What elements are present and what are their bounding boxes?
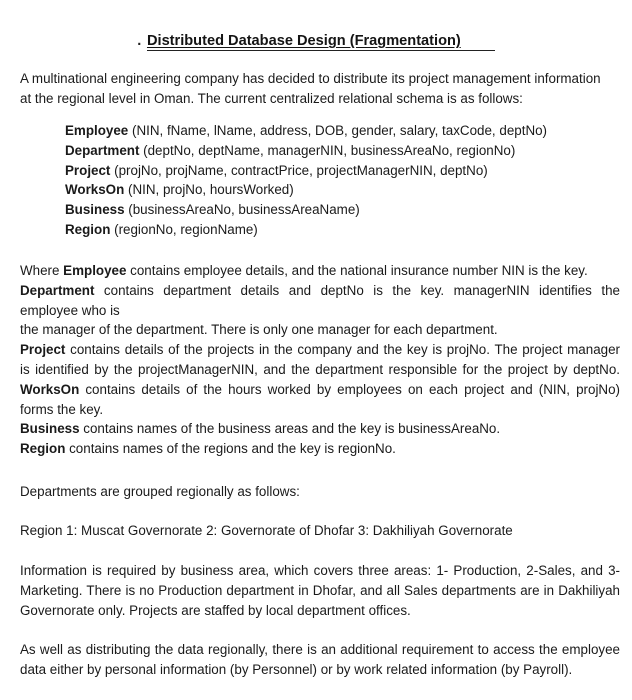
schema-attributes: (businessAreaNo, businessAreaName) — [124, 202, 360, 218]
desc-keyword: Region — [20, 441, 66, 457]
schema-department — [65, 141, 605, 161]
schema-attributes: (NIN, fName, lName, address, DOB, gender, salary, taxCode, deptNo) — [128, 123, 548, 138]
intro-line-2: at the regional level in Oman. The current centralized relational schema is as follows: — [20, 90, 523, 106]
business-info-line-1: Information is required by business area, which covers three areas: 1- Production, 2-Sales, and 3- — [20, 563, 620, 578]
desc-keyword: Business — [20, 421, 80, 437]
desc-department-line-2: employee who is — [20, 302, 120, 318]
desc-text: contains names of the regions and the key is regionNo. — [65, 441, 396, 457]
desc-region — [20, 439, 620, 459]
distribution-line-1: As well as distributing the data regionally, there is an additional requirement to access the employee — [20, 642, 620, 657]
desc-workson-line-2: forms the key. — [20, 401, 104, 417]
desc-keyword: Project — [20, 342, 66, 358]
schema-relation-name: Business — [65, 202, 125, 218]
desc-text: contains employee details, and the national insurance number NIN is the key. — [126, 263, 588, 278]
schema-relation-name: WorksOn — [65, 182, 125, 198]
intro-paragraph — [20, 69, 620, 109]
desc-text: contains details of the projects in the company and the key is projNo. The project manager — [65, 342, 620, 358]
business-info-line-3: Governorate only. Projects are staffed by local department offices. — [20, 602, 411, 618]
schema-project — [65, 161, 605, 181]
desc-text: Where — [20, 263, 64, 278]
descriptions-paragraph — [20, 261, 620, 459]
grouping-regions: Region 1: Muscat Governorate 2: Governorate of Dhofar 3: Dakhiliyah Governorate — [20, 523, 513, 538]
schema-relation-name: Region — [65, 221, 111, 237]
schema-attributes: (projNo, projName, contractPrice, projectManagerNIN, deptNo) — [110, 162, 488, 178]
schema-relation-name: Project — [65, 162, 111, 178]
schema-relation-name: Employee — [65, 123, 129, 138]
desc-project — [20, 340, 620, 360]
desc-department — [20, 281, 620, 301]
business-info-line-2: Marketing. There is no Production department in Dhofar, and all Sales departments are in Dakhiliyah — [20, 582, 620, 598]
schema-relation-name: Department — [65, 142, 140, 158]
desc-department-line-3: the manager of the department. There is only one manager for each department. — [20, 322, 498, 338]
schema-workson — [65, 180, 605, 200]
title-prefix: . — [137, 33, 142, 49]
schema-attributes: (deptNo, deptName, managerNIN, businessAreaNo, regionNo) — [139, 142, 516, 158]
schema-employee — [65, 121, 605, 141]
desc-keyword: Employee — [63, 263, 127, 278]
distribution-line-2: data either by personal information (by Personnel) or by work related information (by Payroll). — [20, 661, 573, 677]
schema-region — [65, 220, 605, 240]
business-info-paragraph — [20, 561, 620, 620]
schema-business — [65, 200, 605, 220]
desc-keyword: WorksOn — [20, 381, 80, 397]
title-block — [0, 31, 632, 52]
grouping-intro: Departments are grouped regionally as follows: — [20, 484, 300, 499]
schema-attributes: (NIN, projNo, hoursWorked) — [124, 182, 294, 198]
desc-workson — [20, 380, 620, 400]
document-title: Distributed Database Design (Fragmentation) — [147, 33, 495, 51]
desc-keyword: Department — [20, 282, 95, 298]
desc-employee — [20, 261, 620, 281]
intro-line-1: A multinational engineering company has decided to distribute its project management information — [20, 71, 601, 86]
desc-business — [20, 419, 620, 439]
desc-text: contains department details and deptNo is the key. managerNIN identifies the — [94, 282, 620, 298]
schema-list — [65, 121, 605, 240]
desc-text: contains details of the hours worked by employees on each project and (NIN, projNo) — [79, 381, 620, 397]
distribution-paragraph — [20, 640, 620, 680]
desc-project-line-2: is identified by the projectManagerNIN, and the department responsible for the project by deptNo. — [20, 361, 620, 377]
desc-text: contains names of the business areas and the key is businessAreaNo. — [79, 421, 501, 437]
schema-attributes: (regionNo, regionName) — [110, 221, 258, 237]
